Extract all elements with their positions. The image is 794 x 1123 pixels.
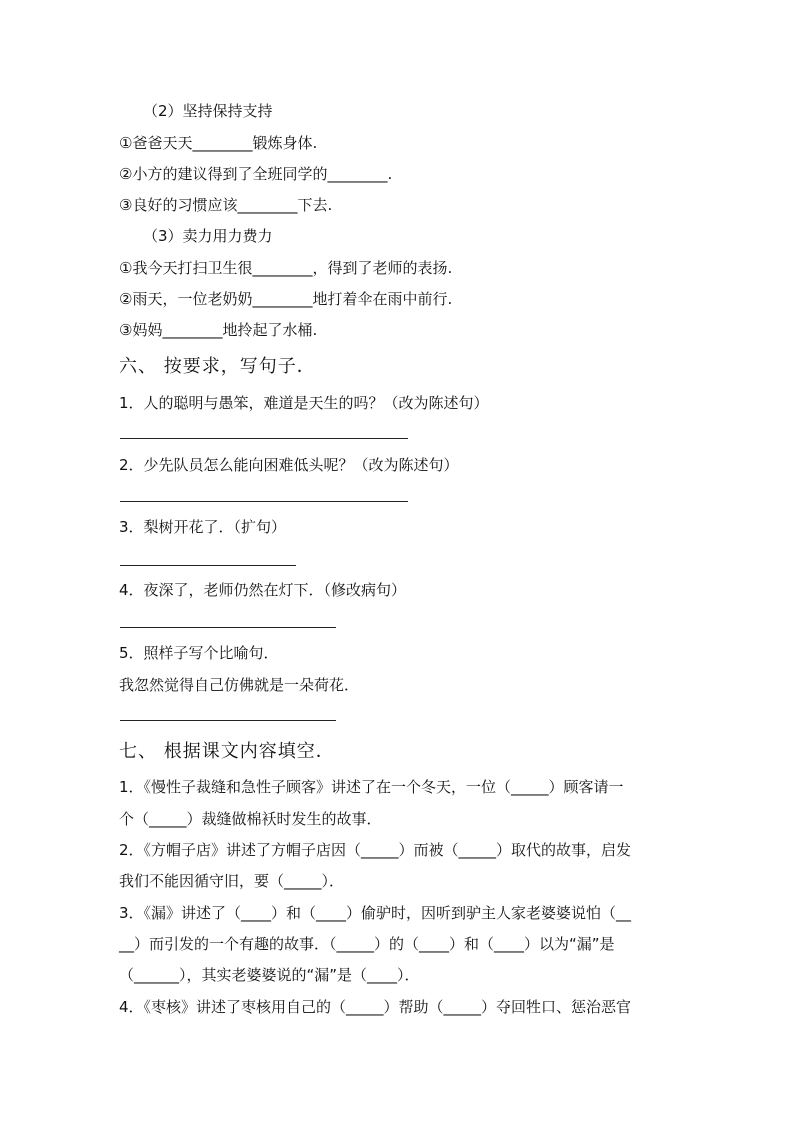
s7-line: __）而引发的一个有趣的故事．（_____）的（____）和（____）以为“漏”是 bbox=[119, 935, 615, 953]
s6-question-4: 4．夜深了，老师仍然在灯下．（修改病句） bbox=[119, 581, 407, 599]
s7-line: 1．《慢性子裁缝和急性子顾客》讲述了在一个冬天，一位（_____）顾客请一 bbox=[119, 778, 624, 796]
group3-item-3: ③妈妈________地拎起了水桶. bbox=[119, 321, 318, 339]
s6-question-2: 2．少先队员怎么能向困难低头呢？（改为陈述句） bbox=[119, 456, 459, 474]
section6-heading: 六、 按要求，写句子． bbox=[119, 356, 316, 377]
group2-title: （2）坚持保持支持 bbox=[143, 102, 273, 120]
group2-item-1: ①爸爸天天________锻炼身体. bbox=[119, 134, 318, 152]
s6-answer-line-4[interactable] bbox=[120, 627, 336, 628]
s6-answer-line-3[interactable] bbox=[120, 565, 296, 566]
s6-answer-line-1[interactable] bbox=[120, 438, 408, 439]
s7-line: 2．《方帽子店》讲述了方帽子店因（_____）而被（_____）取代的故事，启发 bbox=[119, 841, 632, 859]
group3-item-2: ②雨天，一位老奶奶________地打着伞在雨中前行. bbox=[119, 290, 453, 308]
s6-example-sentence: 我忽然觉得自己仿佛就是一朵荷花． bbox=[119, 676, 360, 694]
s6-question-5: 5．照样子写个比喻句． bbox=[119, 644, 279, 662]
s7-line: 3．《漏》讲述了（____）和（____）偷驴时，因听到驴主人家老婆婆说怕（__ bbox=[119, 904, 632, 922]
group2-item-2: ②小方的建议得到了全班同学的________. bbox=[119, 165, 393, 183]
s7-line: 4．《枣核》讲述了枣核用自己的（_____）帮助（_____）夺回牲口、惩治恶官 bbox=[119, 998, 632, 1016]
s7-line: （______），其实老婆婆说的“漏”是（____）． bbox=[119, 966, 420, 984]
s6-question-3: 3．梨树开花了．（扩句） bbox=[119, 518, 287, 536]
section7-heading: 七、 根据课文内容填空． bbox=[119, 741, 335, 762]
s6-question-1: 1．人的聪明与愚笨，难道是天生的吗？（改为陈述句） bbox=[119, 394, 489, 412]
group2-item-3: ③良好的习惯应该________下去. bbox=[119, 196, 333, 214]
group3-item-1: ①我今天打扫卫生很________，得到了老师的表扬. bbox=[119, 259, 453, 277]
group3-title: （3）卖力用力费力 bbox=[143, 227, 273, 245]
s6-answer-line-5[interactable] bbox=[120, 720, 336, 721]
s7-line: 我们不能因循守旧，要（_____）． bbox=[119, 872, 345, 890]
s6-answer-line-2[interactable] bbox=[120, 501, 408, 502]
s7-line: 个（_____）裁缝做棉袄时发生的故事． bbox=[119, 810, 382, 828]
